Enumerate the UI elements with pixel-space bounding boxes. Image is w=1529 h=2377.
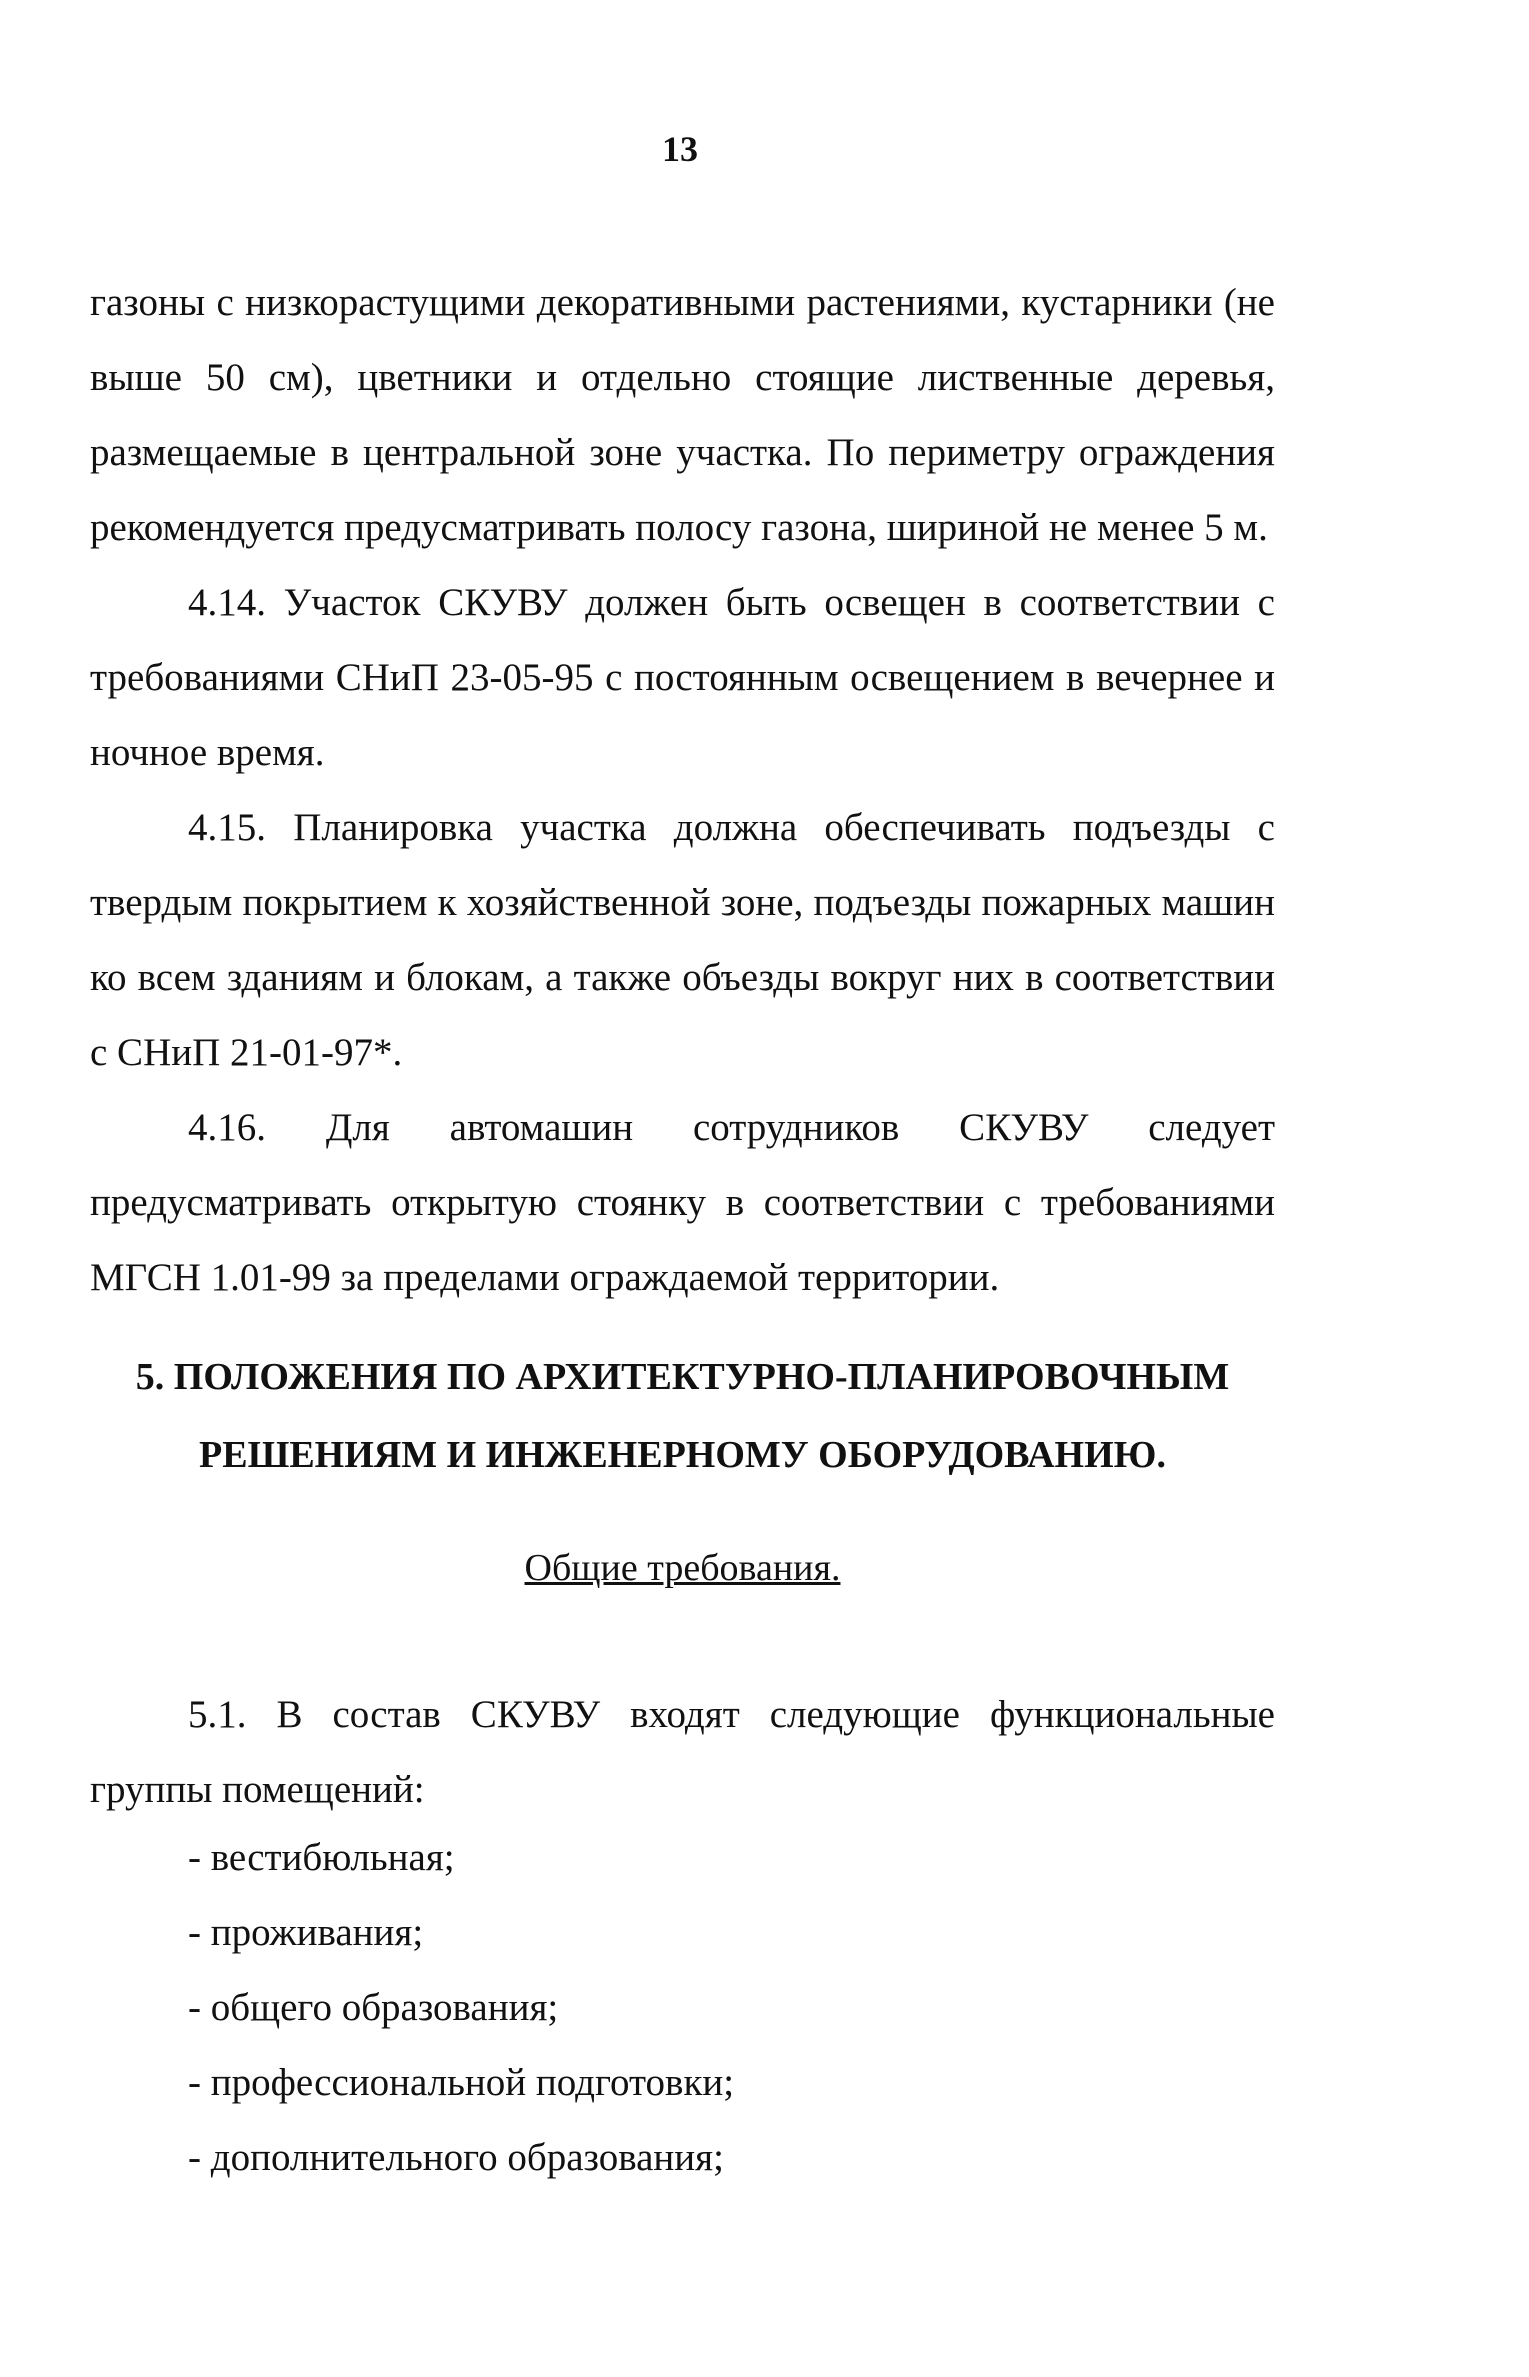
section-5-text <box>90 1677 1275 1827</box>
functional-groups-list <box>188 1820 734 2195</box>
paragraph-4-16: 4.16. Для автомашин сотрудников СКУВУ следует предусматривать открытую стоянку в соответствии с требованиями МГСН 1.01-99 за пределами ограждаемой территории. <box>90 1106 1275 1299</box>
section-heading <box>90 1338 1275 1494</box>
section-heading-line-1: 5. ПОЛОЖЕНИЯ ПО АРХИТЕКТУРНО-ПЛАНИРОВОЧНЫМ <box>135 1356 1230 1398</box>
list-item: - профессиональной подготовки; <box>188 2061 735 2104</box>
list-item: - вестибюльная; <box>188 1836 455 1879</box>
paragraph-4-14: 4.14. Участок СКУВУ должен быть освещен в соответствии с требованиями СНиП 23-05-95 с постоянным освещением в вечернее и ночное время. <box>90 581 1275 774</box>
paragraph-5-1: 5.1. В состав СКУВУ входят следующие функциональные группы помещений: <box>90 1693 1275 1811</box>
page-number: 13 <box>662 129 698 169</box>
list-item: - дополнительного образования; <box>188 2136 724 2179</box>
section-heading-line-2: РЕШЕНИЯМ И ИНЖЕНЕРНОМУ ОБОРУДОВАНИЮ. <box>199 1434 1166 1476</box>
paragraph-4-15: 4.15. Планировка участка должна обеспечивать подъезды с твердым покрытием к хозяйственной зоне, подъезды пожарных машин ко всем зданиям и блокам, а также объезды вокруг них в соответствии с СНиП 21-01-97*. <box>90 806 1275 1074</box>
list-item: - общего образования; <box>188 1986 559 2029</box>
paragraphs-block <box>90 265 1275 1315</box>
section-subheading: Общие требования. <box>524 1547 841 1589</box>
list-item: - проживания; <box>188 1911 424 1954</box>
paragraph-intro: газоны с низкорастущими декоративными растениями, кустарники (не выше 50 см), цветники и отдельно стоящие лиственные деревья, размещаемые в центральной зоне участка. По периметру ограждения рекомендуется предусматривать полосу газона, шириной не менее 5 м. <box>90 281 1275 549</box>
